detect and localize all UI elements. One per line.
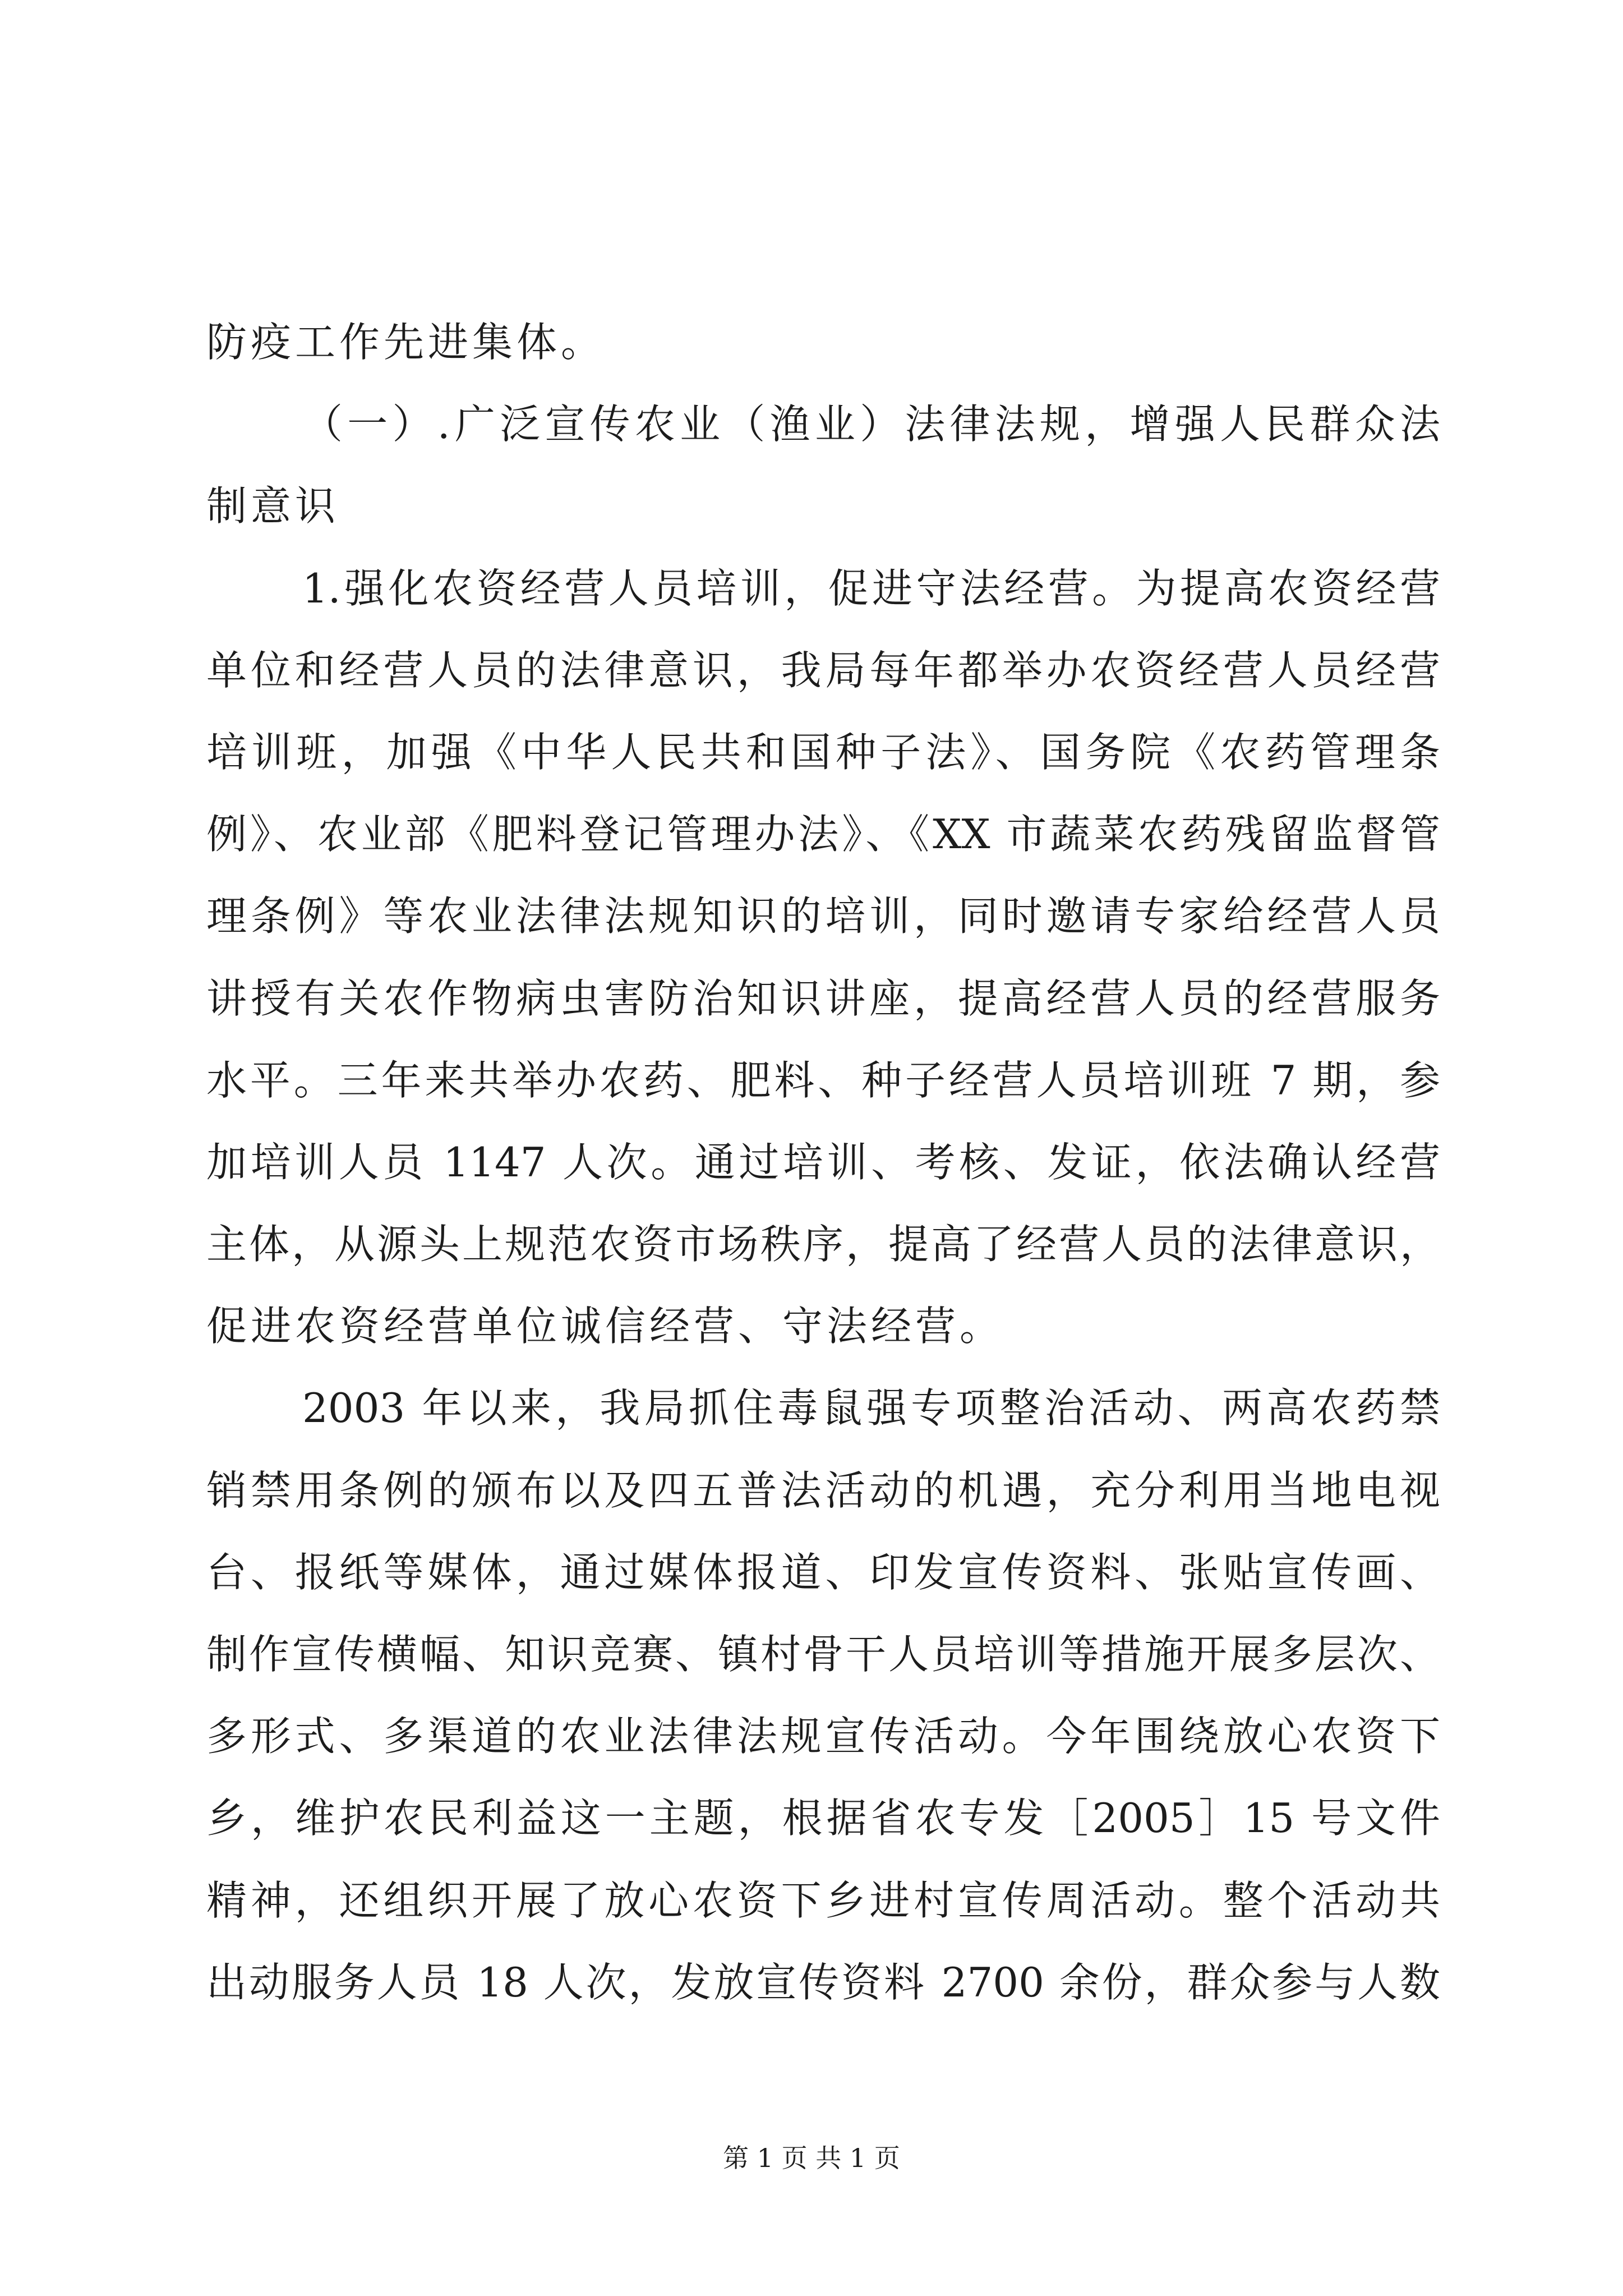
text-line: 台、报纸等媒体，通过媒体报道、印发宣传资料、张贴宣传画、: [206, 1548, 1440, 1596]
text-line: 促进农资经营单位诚信经营、守法经营。: [206, 1303, 1004, 1350]
text-line: （一）.广泛宣传农业（渔业）法律法规，增强人民群众法: [302, 401, 1440, 448]
text-line: 讲授有关农作物病虫害防治知识讲座，提高经营人员的经营服务: [206, 974, 1440, 1022]
text-line: 精神，还组织开展了放心农资下乡进村宣传周活动。整个活动共: [206, 1876, 1440, 1924]
text-line: 水平。三年来共举办农药、肥料、种子经营人员培训班 7 期，参: [206, 1056, 1440, 1104]
text-line: 制作宣传横幅、知识竞赛、镇村骨干人员培训等措施开展多层次、: [206, 1631, 1440, 1678]
document-body: [206, 301, 1440, 2023]
text-line: 加培训人员 1147 人次。通过培训、考核、发证，依法确认经营: [206, 1138, 1440, 1186]
text-line: 主体，从源头上规范农资市场秩序，提高了经营人员的法律意识，: [206, 1221, 1440, 1268]
text-line: 制意识: [206, 482, 340, 530]
paragraph: [206, 547, 1440, 1368]
paragraph: [206, 301, 1440, 383]
text-line: 防疫工作先进集体。: [206, 319, 606, 366]
text-line: 单位和经营人员的法律意识，我局每年都举办农资经营人员经营: [206, 646, 1440, 694]
text-line: 多形式、多渠道的农业法律法规宣传活动。今年围绕放心农资下: [206, 1713, 1440, 1760]
text-line: 1.强化农资经营人员培训，促进守法经营。为提高农资经营: [302, 564, 1440, 612]
page-footer: [0, 2140, 1623, 2176]
paragraph: [206, 1367, 1440, 2023]
text-line: 销禁用条例的颁布以及四五普法活动的机遇，充分利用当地电视: [206, 1466, 1440, 1514]
page-number-label: 第 1 页 共 1 页: [723, 2143, 900, 2173]
section-heading: [206, 383, 1440, 547]
text-line: 培训班，加强《中华人民共和国种子法》、国务院《农药管理条: [206, 728, 1440, 776]
text-line: 乡，维护农民利益这一主题，根据省农专发［2005］15 号文件: [206, 1795, 1440, 1842]
text-line: 出动服务人员 18 人次，发放宣传资料 2700 余份，群众参与人数: [206, 1958, 1440, 2006]
text-line: 例》、农业部《肥料登记管理办法》、《XX 市蔬菜农药残留监督管: [206, 811, 1440, 858]
text-line: 理条例》等农业法律法规知识的培训，同时邀请专家给经营人员: [206, 892, 1440, 940]
text-line: 2003 年以来，我局抓住毒鼠强专项整治活动、两高农药禁: [302, 1384, 1440, 1432]
